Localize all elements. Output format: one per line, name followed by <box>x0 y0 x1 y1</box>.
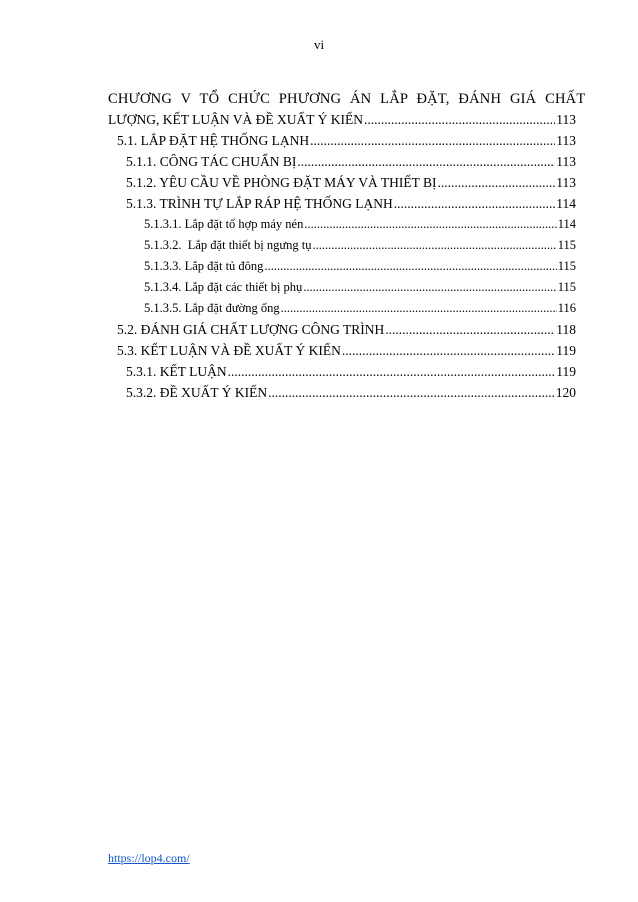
chapter-title-line2-entry[interactable] <box>108 109 576 130</box>
dot-leader <box>385 319 555 340</box>
toc-entry-page: 115 <box>557 280 576 294</box>
dot-leader <box>268 382 555 403</box>
toc-entry-5-3-2[interactable] <box>108 382 576 403</box>
toc-entry-page: 113 <box>556 133 576 148</box>
toc-entry-label: 5.3.1. KẾT LUẬN <box>126 364 227 379</box>
toc-entry-5-1-3-4[interactable] <box>108 277 576 298</box>
dot-leader <box>394 193 556 214</box>
toc-entry-page: 120 <box>555 385 576 400</box>
toc-entry-page: 115 <box>557 238 576 252</box>
dot-leader <box>228 361 556 382</box>
toc-entry-label: 5.1.3.5. Lắp đặt đường ống <box>144 301 280 315</box>
toc-entry-label: 5.1.1. CÔNG TÁC CHUẨN BỊ <box>126 154 297 169</box>
toc-entry-label: 5.1.3. TRÌNH TỰ LẮP RÁP HỆ THỐNG LẠNH <box>126 196 393 211</box>
toc-entry-page: 114 <box>557 217 576 231</box>
chapter-title-line2: LƯỢNG, KẾT LUẬN VÀ ĐỀ XUẤT Ý KIẾN <box>108 112 363 127</box>
toc-entry-page: 119 <box>556 343 576 358</box>
toc-entry-label: 5.1. LẮP ĐẶT HỆ THỐNG LẠNH <box>117 133 310 148</box>
toc-entry-page: 116 <box>557 301 576 315</box>
toc-entry-5-3-1[interactable] <box>108 361 576 382</box>
dot-leader <box>310 130 555 151</box>
toc-entry-label: 5.3. KẾT LUẬN VÀ ĐỀ XUẤT Ý KIẾN <box>117 343 341 358</box>
dot-leader <box>304 214 556 235</box>
dot-leader <box>342 340 555 361</box>
toc-entry-page: 118 <box>556 322 576 337</box>
dot-leader <box>264 256 556 277</box>
toc-entry-5-1-2[interactable] <box>108 172 576 193</box>
toc-entry-5-3[interactable] <box>108 340 576 361</box>
toc-entry-5-1-1[interactable] <box>108 151 576 172</box>
dot-leader <box>281 298 557 319</box>
toc-entry-label: 5.1.2. YÊU CẦU VỀ PHÒNG ĐẶT MÁY VÀ THIẾT BỊ <box>126 175 437 190</box>
toc-entry-page: 119 <box>556 364 576 379</box>
toc-entry-label: 5.1.3.1. Lắp đặt tổ hợp máy nén <box>144 217 304 231</box>
page-number: vi <box>313 37 325 52</box>
toc-entry-page: 113 <box>556 175 576 190</box>
chapter-title-line1: CHƯƠNG V TỔ CHỨC PHƯƠNG ÁN LẮP ĐẶT, ĐÁNH GIÁ CHẤT <box>108 91 586 107</box>
toc-entry-5-1-3-5[interactable] <box>108 298 576 319</box>
toc-entry-label: 5.1.3.2. Lắp đặt thiết bị ngưng tụ <box>144 238 312 252</box>
dot-leader <box>438 172 556 193</box>
toc-entry-page: 113 <box>556 154 576 169</box>
dot-leader <box>313 235 557 256</box>
toc-entry-5-2[interactable] <box>108 319 576 340</box>
toc-entry-5-1-3-1[interactable] <box>108 214 576 235</box>
footer-link[interactable]: https://lop4.com/ <box>108 851 190 865</box>
table-of-contents <box>108 90 586 403</box>
toc-entry-page: 114 <box>556 196 576 211</box>
toc-entry-label: 5.3.2. ĐỀ XUẤT Ý KIẾN <box>126 385 268 400</box>
toc-entry-label: 5.1.3.4. Lắp đặt các thiết bị phụ <box>144 280 303 294</box>
chapter-page-number: 113 <box>556 112 576 127</box>
toc-entry-5-1-3-2[interactable] <box>108 235 576 256</box>
toc-entry-label: 5.1.3.3. Lắp đặt tủ đông <box>144 259 264 273</box>
toc-entry-5-1-3-3[interactable] <box>108 256 576 277</box>
dot-leader <box>364 109 555 130</box>
toc-entry-label: 5.2. ĐÁNH GIÁ CHẤT LƯỢNG CÔNG TRÌNH <box>117 322 385 337</box>
toc-entry-page: 115 <box>557 259 576 273</box>
dot-leader <box>297 151 555 172</box>
toc-entry-5-1-3[interactable] <box>108 193 576 214</box>
toc-entry-5-1[interactable] <box>108 130 576 151</box>
dot-leader <box>303 277 556 298</box>
